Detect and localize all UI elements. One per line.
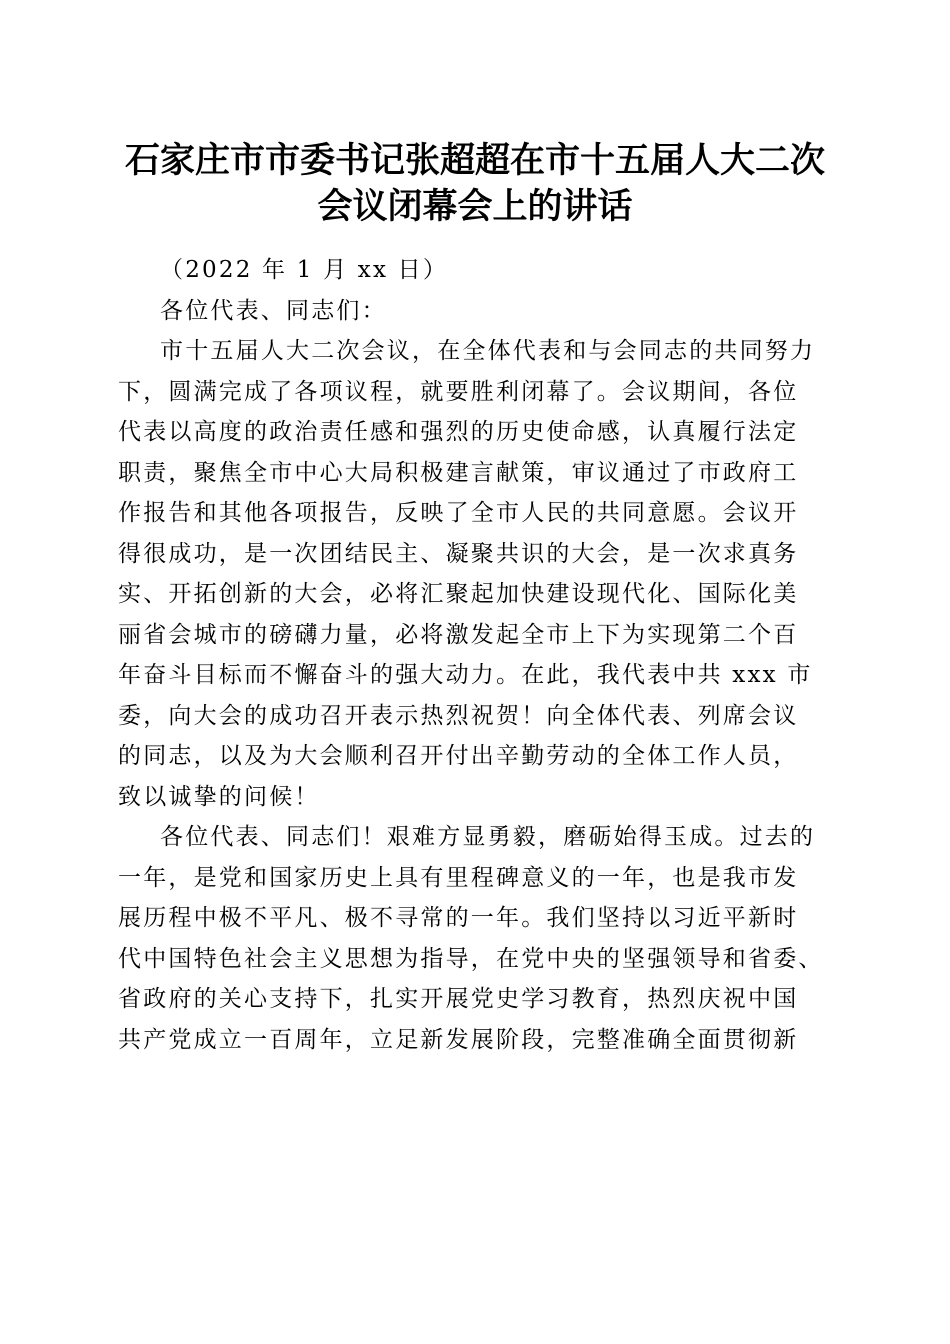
date-line: （2022 年 1 月 xx 日） bbox=[160, 257, 449, 283]
paragraph-1-line: 得很成功，是一次团结民主、凝聚共识的大会，是一次求真务 bbox=[118, 540, 799, 567]
salutation: 各位代表、同志们： bbox=[160, 297, 387, 324]
paragraph-1-line: 下，圆满完成了各项议程，就要胜利闭幕了。会议期间，各位 bbox=[118, 378, 799, 405]
paragraph-2-line: 省政府的关心支持下，扎实开展党史学习教育，热烈庆祝中国 bbox=[118, 986, 799, 1012]
paragraph-1-line: 委，向大会的成功召开表示热烈祝贺！向全体代表、列席会议 bbox=[118, 702, 799, 729]
title-line-1: 石家庄市市委书记张超超在市十五届人大二次 bbox=[124, 140, 825, 181]
paragraph-2-line: 共产党成立一百周年，立足新发展阶段，完整准确全面贯彻新 bbox=[118, 1026, 799, 1053]
paragraph-1-line: 致以诚挚的问候！ bbox=[118, 783, 320, 810]
paragraph-2-line: 代中国特色社会主义思想为指导，在党中央的坚强领导和省委、 bbox=[118, 945, 824, 972]
paragraph-2-line: 各位代表、同志们！艰难方显勇毅，磨砺始得玉成。过去的 bbox=[160, 824, 816, 850]
title-line-2: 会议闭幕会上的讲话 bbox=[317, 186, 633, 227]
paragraph-2-line: 一年，是党和国家历史上具有里程碑意义的一年，也是我市发 bbox=[118, 864, 799, 891]
document-body bbox=[118, 250, 838, 1060]
paragraph-1-line: 丽省会城市的磅礴力量，必将激发起全市上下为实现第二个百 bbox=[118, 621, 799, 648]
paragraph-2-line: 展历程中极不平凡、极不寻常的一年。我们坚持以习近平新时 bbox=[118, 905, 799, 931]
paragraph-1-line: 作报告和其他各项报告，反映了全市人民的共同意愿。会议开 bbox=[118, 500, 799, 526]
paragraph-1-line: 的同志，以及为大会顺利召开付出辛勤劳动的全体工作人员， bbox=[118, 743, 799, 769]
paragraph-1-line: 代表以高度的政治责任感和强烈的历史使命感，认真履行法定 bbox=[118, 419, 799, 445]
paragraph-1-line: 市十五届人大二次会议，在全体代表和与会同志的共同努力 bbox=[160, 338, 816, 364]
paragraph-1-line: 职责，聚焦全市中心大局积极建言献策，审议通过了市政府工 bbox=[118, 459, 799, 486]
document-title bbox=[100, 138, 850, 230]
paragraph-1-line: 年奋斗目标而不懈奋斗的强大动力。在此，我代表中共 xxx 市 bbox=[118, 662, 813, 688]
paragraph-1-line: 实、开拓创新的大会，必将汇聚起加快建设现代化、国际化美 bbox=[118, 581, 799, 607]
